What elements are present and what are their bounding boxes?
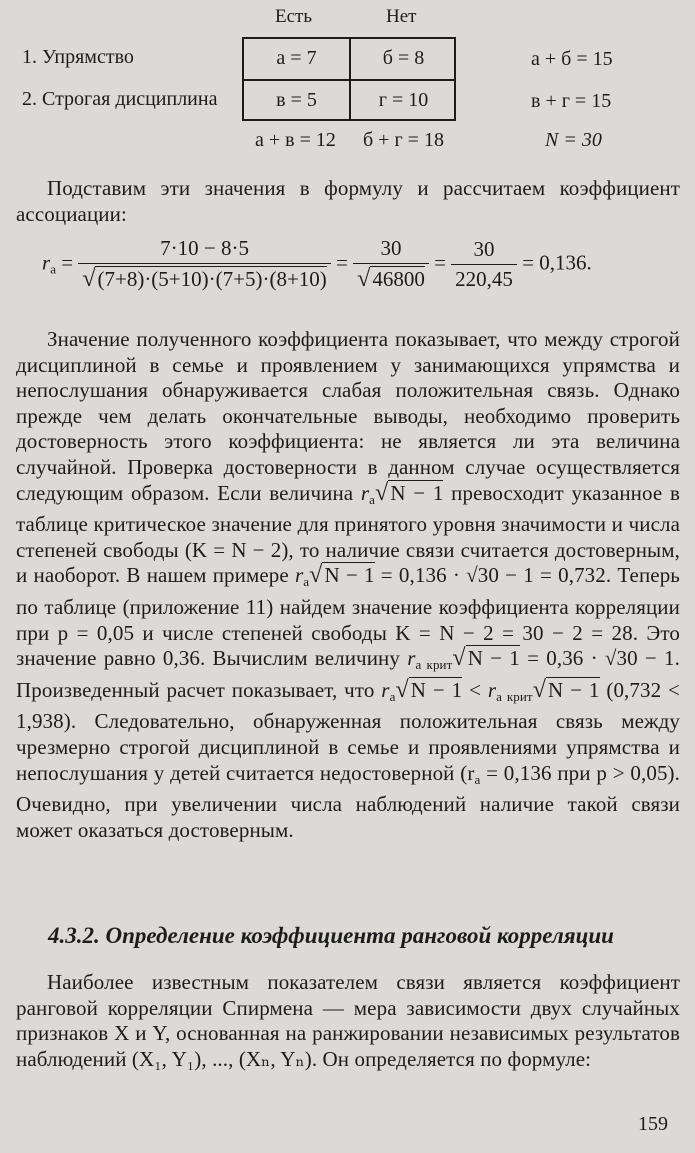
para2-text-2: превосходит указанное в таблице критическое значение для принятого уровня значимости и числа степеней свободы (K = N − 2), то наличие связи считается достоверным, и наоборот. В нашем примере	[16, 480, 680, 588]
table-cell: б = 8	[382, 47, 425, 69]
fraction-main: $\frac{7\cdot 10 - 8\cdot 5}{√(7+8)\cdot(5+10)\cdot(7+5)\cdot(8+10)}$	[78, 236, 330, 293]
formula-r-sub: а	[50, 261, 56, 277]
fraction-main-den: (7+8)·(5+10)·(7+5)·(8+10)	[97, 267, 327, 291]
para2-text-3: = 0,136 · √30 − 1 = 0,732. Теперь по таблице (приложение 11) найдем значение коэффициента корреляции при p = 0,05 и числе степеней свободы K = N − 2 = 30 − 2 = 28. Это значение равно 0,36. Вычислим величину	[16, 563, 680, 671]
fraction-second-num: 30	[353, 236, 429, 264]
fraction-main-num: 7·10 − 8·5	[78, 236, 330, 264]
paragraph-spearman: Наиболее известным показателем связи является коэффициент ранговой корреляции Спирмена — мера зависимости двух случайных признаков X и Y, основанная на ранжировании независимых результатов наблюдений (X₁, Y₁), ..., (Xₙ, Yₙ). Он определяется по формуле:	[16, 970, 680, 1071]
expr-r-sqrt-2: N − 1	[324, 563, 375, 588]
para2-text-6: = 0,136 при p > 0,05). Очевидно, при увеличении числа наблюдений наличие такой связи может оказаться достоверным.	[16, 760, 681, 842]
formula-result: = 0,136.	[522, 250, 592, 275]
section-heading: 4.3.2. Определение коэффициента ранговой корреляции	[48, 923, 614, 948]
para2-text-1: Значение полученного коэффициента показывает, что между строгой дисциплиной в семье и проявлением у занимающихся упрямства и непослушания обнаруживается слабая положительная связь. Однако прежде чем делать окончательные выводы, необходимо проверить достоверность этого коэффициента: не является ли эта величина случайной. Проверка достоверности в данном случае осуществляется следующим образом. Если величина	[16, 327, 680, 505]
col-total: б + г = 18	[363, 129, 444, 151]
intro-paragraph: Подставим эти значения в формулу и рассчитаем коэффициент ассоциации:	[16, 176, 680, 226]
fraction-third-den: 220,45	[455, 267, 513, 291]
row-label-stubbornness: 1. Упрямство	[22, 46, 134, 68]
contingency-table	[242, 37, 456, 121]
table-cell: г = 10	[378, 89, 429, 111]
table-cell: в = 5	[276, 89, 317, 111]
page-number: 159	[638, 1113, 668, 1135]
row-total: а + б = 15	[531, 48, 613, 70]
expr-r-sqrt: N − 1	[390, 480, 444, 505]
row-label-discipline: 2. Строгая дисциплина	[22, 88, 218, 110]
fraction-second-den: 46800	[372, 267, 425, 291]
para2-text-4: = 0,36 · √30 − 1. Произведенный расчет показывает, что	[16, 646, 681, 702]
sub-krit: а крит	[415, 657, 453, 673]
association-formula: $r_а$ = $\frac{7\cdot 10 - 8\cdot 5}{√(7+8)\cdot(5+10)\cdot(7+5)\cdot(8+10)}$ = $\frac{30}{√46800}$ = $\frac{30}{220,45}$ = 0,136.	[42, 236, 592, 292]
grand-total: N = 30	[545, 129, 602, 151]
col-header-no: Нет	[386, 6, 417, 27]
fraction-third	[451, 237, 517, 292]
paragraph-significance: Значение полученного коэффициента показывает, что между строгой дисциплиной в семье и проявлением у занимающихся упрямства и непослушания обнаруживается слабая положительная связь. Однако прежде чем делать окончательные выводы, необходимо проверить достоверность этого коэффициента: не является ли эта величина случайной. Проверка достоверности в данном случае осуществляется следующим образом. Если величина $r_а√N - 1$ превосходит указанное в таблице критическое значение для принятого уровня значимости и числа степеней свободы (K = N − 2), то наличие связи считается достоверным, и наоборот. В нашем примере $r_а√N - 1 = 0,136 \cdot √30 - 1 = 0,732$. Теперь по таблице (приложение 11) найдем значение коэффициента корреляции при p = 0,05 и числе степеней свободы K = N − 2 = 30 − 2 = 28. Это значение равно 0,36. Вычислим величину $r_{а крит}√N - 1 = 0,36 \cdot √30 - 1$. Произведенный расчет показывает, что $r_а√N - 1 < r_{а крит}√N - 1$ (0,732 < 1,938). Следовательно, обнаруженная положительная связь между чрезмерно строгой дисциплиной в семье и проявлениями упрямства и непослушания у детей считается недостоверной ($r_а = 0,136$ при p > 0,05). Очевидно, при увеличении числа наблюдений наличие такой связи может оказаться достоверным.	[16, 327, 681, 842]
col-total: а + в = 12	[255, 129, 336, 151]
fraction-third-num: 30	[451, 237, 517, 265]
table-cell: а = 7	[276, 47, 317, 69]
col-header-yes: Есть	[275, 6, 313, 27]
formula-r: r	[42, 250, 51, 275]
para2-text-5: (0,732 < 1,938). Следовательно, обнаруженная положительная связь между чрезмерно строгой дисциплиной в семье и проявлениями упрямства и непослушания у детей считается недостоверной (r	[16, 677, 680, 785]
row-total: в + г = 15	[531, 90, 612, 112]
fraction-second: $\frac{30}{√46800}$	[353, 236, 429, 293]
